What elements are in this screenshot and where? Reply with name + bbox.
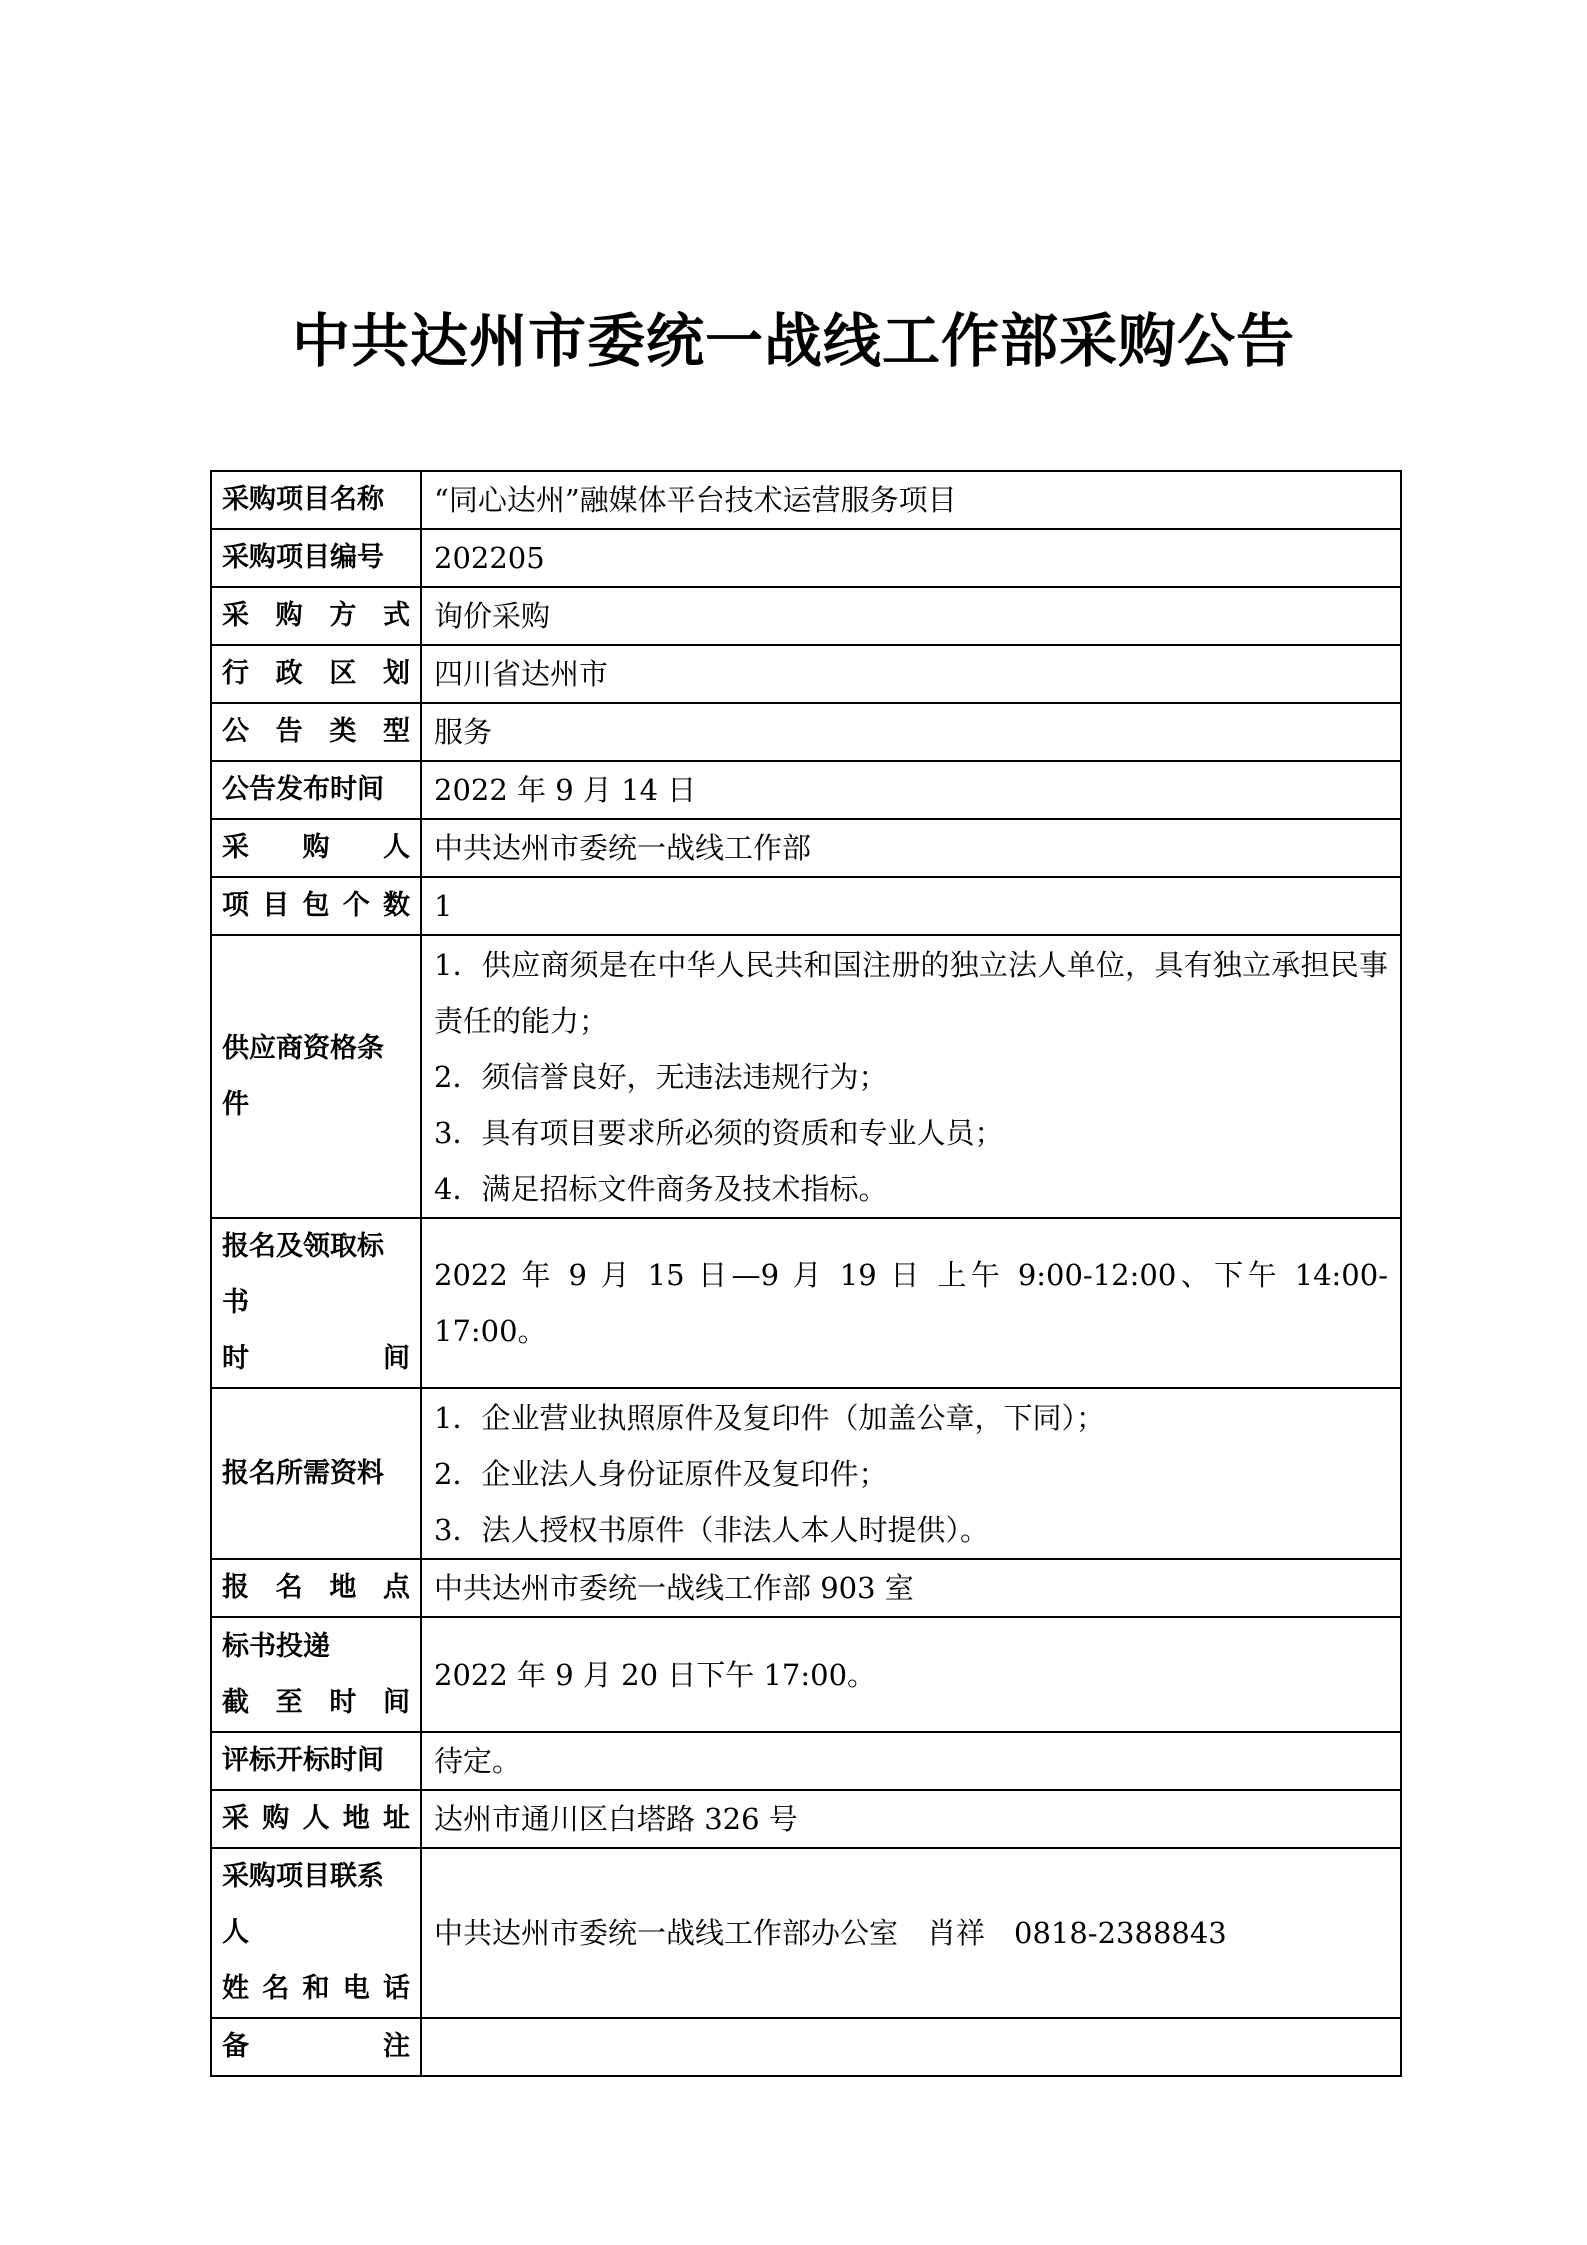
table-row <box>211 877 1401 935</box>
row-label-cell <box>211 529 421 587</box>
row-label: 评标开标时间 <box>222 1745 384 1776</box>
row-value-cell <box>421 471 1401 529</box>
row-label-cell <box>211 645 421 703</box>
row-label: 供应商资格条件 <box>222 1032 384 1120</box>
row-value-cell <box>421 703 1401 761</box>
row-label: 标书投递 <box>222 1630 330 1662</box>
table-row <box>211 935 1401 1218</box>
row-value: 2022 年 9 月 14 日 <box>434 773 697 807</box>
row-value-cell <box>421 529 1401 587</box>
row-label-cell <box>211 761 421 819</box>
row-value-cell <box>421 1617 1401 1732</box>
row-value: 询价采购 <box>434 599 551 633</box>
row-value: 服务 <box>434 715 493 749</box>
row-label-cell <box>211 1559 421 1617</box>
row-value: 中共达州市委统一战线工作部 <box>434 831 812 865</box>
row-label-cell <box>211 1218 421 1388</box>
table-row <box>211 1218 1401 1388</box>
row-label: 采 购 人 <box>222 832 410 863</box>
row-label: 备 注 <box>222 2031 410 2062</box>
row-value-cell <box>421 645 1401 703</box>
table-row <box>211 529 1401 587</box>
row-value-cell <box>421 1732 1401 1790</box>
row-value-cell <box>421 761 1401 819</box>
row-label: 采购项目联系人 <box>222 1861 384 1948</box>
row-value: 1．企业营业执照原件及复印件（加盖公章，下同）； <box>434 1400 1105 1435</box>
row-label: 采 购 方 式 <box>222 600 410 631</box>
row-value-cell <box>421 1790 1401 1848</box>
row-value: 四川省达州市 <box>434 657 609 691</box>
row-label: 公 告 类 型 <box>222 716 410 747</box>
row-label-cell <box>211 1790 421 1848</box>
row-label-cell <box>211 935 421 1218</box>
row-value: 2022 年 9 月 20 日下午 17:00。 <box>434 1657 877 1692</box>
table-body <box>211 471 1401 2076</box>
row-label: 姓 名 和 电 话 <box>222 1973 410 2004</box>
row-label: 报名所需资料 <box>222 1457 384 1489</box>
row-label-cell <box>211 471 421 529</box>
row-value: 1 <box>434 889 453 923</box>
row-value-cell <box>421 2018 1401 2076</box>
row-label: 报 名 地 点 <box>222 1572 410 1603</box>
row-value: 4．满足招标文件商务及技术指标。 <box>434 1171 888 1206</box>
row-label-cell <box>211 1848 421 2018</box>
row-label-cell <box>211 1732 421 1790</box>
row-value: “同心达州”融媒体平台技术运营服务项目 <box>434 483 957 517</box>
table-row <box>211 645 1401 703</box>
row-label: 采 购 人 地 址 <box>222 1803 410 1834</box>
row-value-cell <box>421 877 1401 935</box>
page-title: 中共达州市委统一战线工作部采购公告 <box>291 307 1295 375</box>
row-value: 待定。 <box>434 1744 522 1778</box>
row-value: 3．法人授权书原件（非法人本人时提供）。 <box>434 1512 989 1547</box>
row-label-cell <box>211 587 421 645</box>
row-value: 中共达州市委统一战线工作部 903 室 <box>434 1571 914 1605</box>
row-value: 1．供应商须是在中华人民共和国注册的独立法人单位，具有独立承担民事责任的能力； <box>434 947 1388 1038</box>
row-label: 采购项目编号 <box>222 542 384 573</box>
table-row <box>211 819 1401 877</box>
table-row <box>211 2018 1401 2076</box>
table-row <box>211 1388 1401 1559</box>
row-label: 采购项目名称 <box>222 484 384 515</box>
row-label-cell <box>211 703 421 761</box>
table-row <box>211 1617 1401 1732</box>
row-value-cell <box>421 1218 1401 1388</box>
row-value: 2．须信誉良好，无违法违规行为； <box>434 1059 888 1094</box>
row-value-cell <box>421 935 1401 1218</box>
row-value-cell <box>421 1388 1401 1559</box>
row-label: 公告发布时间 <box>222 774 384 805</box>
row-label: 截 至 时 间 <box>222 1686 410 1718</box>
table-row <box>211 1790 1401 1848</box>
table-row <box>211 587 1401 645</box>
table-row <box>211 471 1401 529</box>
row-value: 202205 <box>434 541 545 575</box>
row-value-cell <box>421 587 1401 645</box>
row-value: 2．企业法人身份证原件及复印件； <box>434 1456 888 1491</box>
row-label-cell <box>211 877 421 935</box>
row-label-cell <box>211 1388 421 1559</box>
row-label-cell <box>211 2018 421 2076</box>
row-value: 达州市通川区白塔路 326 号 <box>434 1802 798 1836</box>
table-row <box>211 1732 1401 1790</box>
row-value-cell <box>421 1848 1401 2018</box>
table-row <box>211 761 1401 819</box>
row-value: 2022 年 9 月 15 日—9 月 19 日 上午 9:00-12:00、下午 14:00-17:00。 <box>434 1258 1388 1348</box>
row-label: 时 间 <box>222 1343 410 1374</box>
table-row <box>211 1848 1401 2018</box>
row-value: 3．具有项目要求所必须的资质和专业人员； <box>434 1115 1004 1150</box>
row-label-cell <box>211 819 421 877</box>
row-label: 行 政 区 划 <box>222 658 410 689</box>
row-label: 项 目 包 个 数 <box>222 890 410 921</box>
row-label-cell <box>211 1617 421 1732</box>
row-value-cell <box>421 819 1401 877</box>
table-row <box>211 1559 1401 1617</box>
row-value: 中共达州市委统一战线工作部办公室 肖祥 0818-2388843 <box>434 1916 1227 1950</box>
procurement-info-table <box>210 470 1402 2077</box>
row-value-cell <box>421 1559 1401 1617</box>
table-row <box>211 703 1401 761</box>
row-label: 报名及领取标书 <box>222 1231 384 1318</box>
